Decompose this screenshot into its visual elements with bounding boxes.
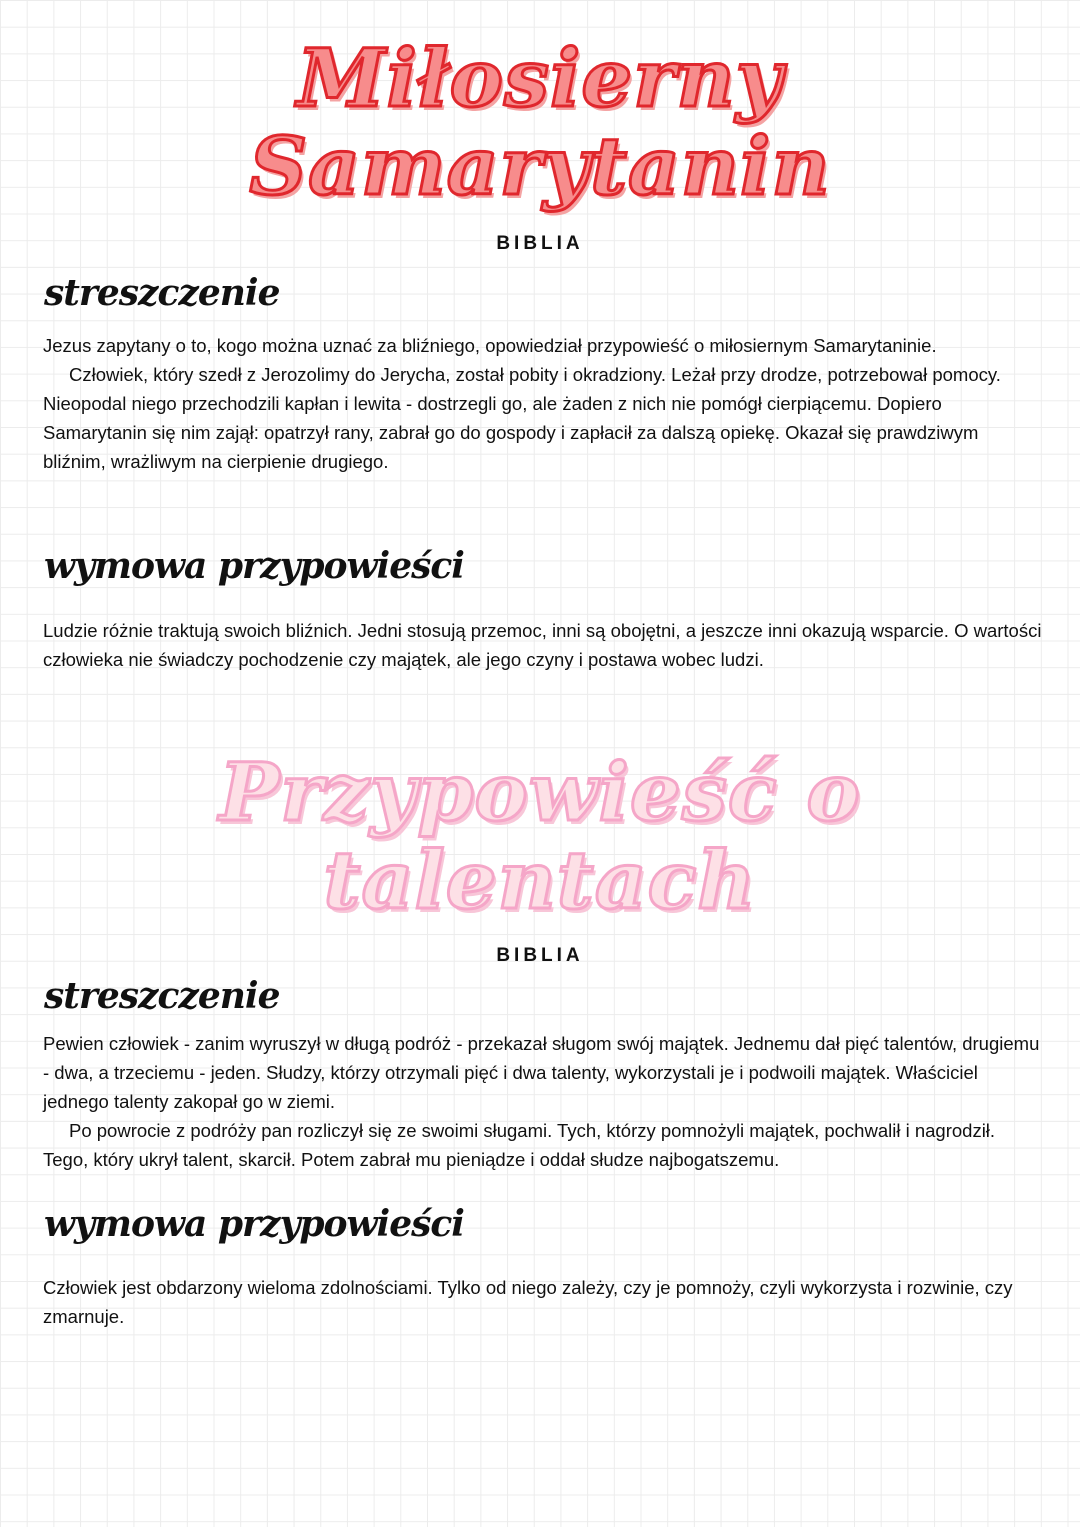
section1-summary-heading: streszczenie bbox=[44, 272, 280, 314]
paragraph: Jezus zapytany o to, kogo można uznać za bliźniego, opowiedział przypowieść o miłosiernym Samarytaninie. bbox=[43, 335, 937, 356]
paragraph: Ludzie różnie traktują swoich bliźnich. Jedni stosują przemoc, inni są obojętni, a jeszcze inni okazują wsparcie. O wartości człowieka nie świadczy pochodzenie czy majątek, ale jego czyny i postawa wobec ludzi. bbox=[43, 620, 1042, 670]
section1-source: BIBLIA bbox=[496, 233, 584, 254]
paragraph: Człowiek jest obdarzony wieloma zdolnościami. Tylko od niego zależy, czy je pomnoży, czyli wykorzysta i rozwinie, czy zmarnuje. bbox=[43, 1277, 1013, 1327]
section2-meaning-heading: wymowa przypowieści bbox=[44, 1203, 464, 1245]
section1-summary bbox=[43, 331, 1043, 476]
title-line: Samarytanin bbox=[249, 119, 831, 213]
section1-title bbox=[0, 31, 1080, 213]
section1-meaning-heading: wymowa przypowieści bbox=[44, 545, 464, 587]
section2-meaning bbox=[43, 1273, 1043, 1331]
section2-source: BIBLIA bbox=[496, 945, 584, 966]
section2-summary bbox=[43, 1029, 1043, 1174]
paragraph: Człowiek, który szedł z Jerozolimy do Jerycha, został pobity i okradziony. Leżał przy drodze, potrzebował pomocy. Nieopodal niego przechodzili kapłan i lewita - dostrzegli go, ale żaden z nich nie pomógł cierpiącemu. Dopiero Samarytanin się nim zajął: opatrzył rany, zabrał go do gospody i zapłacił za dalszą opiekę. Okazał się prawdziwym bliźnim, wrażliwym na cierpienie drugiego. bbox=[43, 364, 1001, 472]
title-line: Miłosierny bbox=[296, 31, 784, 125]
title-line: talentach bbox=[323, 833, 757, 927]
paragraph: Pewien człowiek - zanim wyruszył w długą podróż - przekazał sługom swój majątek. Jednemu dał pięć talentów, drugiemu - dwa, a trzeciemu - jeden. Słudzy, którzy otrzymali pięć i dwa talenty, wykorzystali je i podwoili majątek. Właściciel jednego talenty zakopał go w ziemi. bbox=[43, 1033, 1040, 1112]
section1-meaning bbox=[43, 616, 1043, 674]
section2-title bbox=[0, 745, 1080, 927]
section2-summary-heading: streszczenie bbox=[44, 975, 280, 1017]
title-line: Przypowieść o bbox=[219, 745, 861, 839]
paragraph: Po powrocie z podróży pan rozliczył się ze swoimi sługami. Tych, którzy pomnożyli majątek, pochwalił i nagrodził. Tego, który ukrył talent, skarcił. Potem zabrał mu pieniądze i oddał słudze najbogatszemu. bbox=[43, 1120, 996, 1170]
